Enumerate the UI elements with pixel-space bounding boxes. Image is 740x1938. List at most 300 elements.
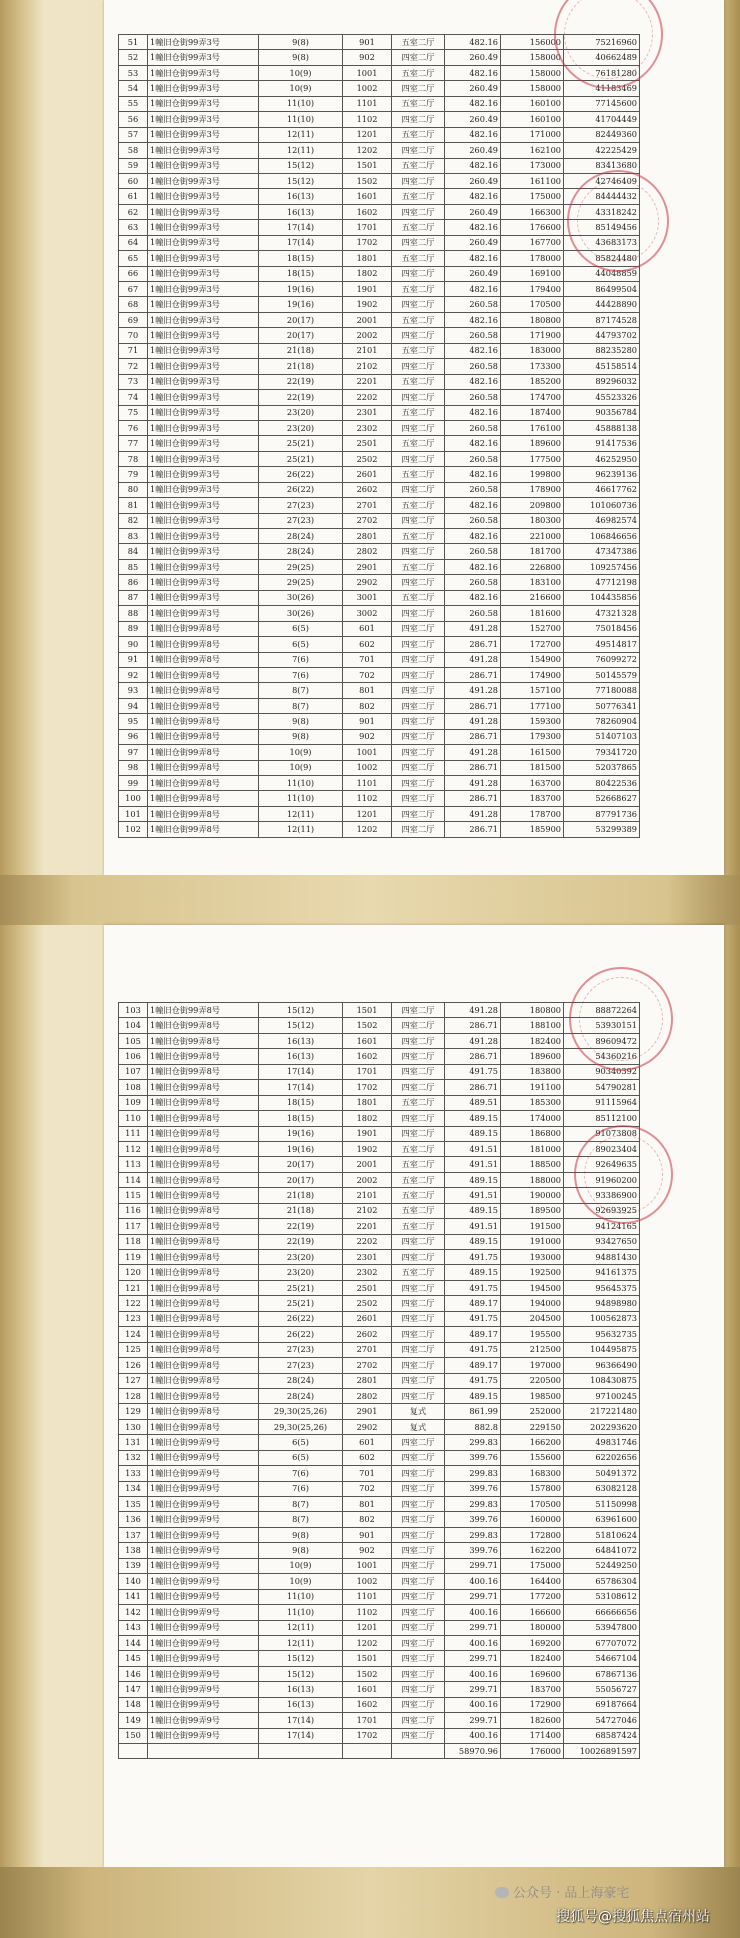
table-cell: 12(11) xyxy=(259,143,343,158)
table-cell: 10(9) xyxy=(259,760,343,775)
table-cell: 46617762 xyxy=(564,482,640,497)
table-cell: 四室二厅 xyxy=(392,482,445,497)
table-cell: 160100 xyxy=(501,96,564,111)
table-cell: 1幢旧仓街99弄3号 xyxy=(148,251,259,266)
table-row xyxy=(119,1003,640,1018)
table-cell: 85 xyxy=(119,559,148,574)
table-cell: 100562873 xyxy=(564,1311,640,1326)
table-cell: 1幢旧仓街99弄3号 xyxy=(148,405,259,420)
table-cell: 491.28 xyxy=(445,806,501,821)
table-row xyxy=(119,1404,640,1419)
table-cell: 四室二厅 xyxy=(392,822,445,837)
table-cell: 260.49 xyxy=(445,112,501,127)
table-cell: 491.51 xyxy=(445,1219,501,1234)
table-cell: 1幢旧仓街99弄9号 xyxy=(148,1697,259,1712)
table-cell: 132 xyxy=(119,1450,148,1465)
table-cell: 19(16) xyxy=(259,297,343,312)
table-cell: 1幢旧仓街99弄8号 xyxy=(148,1311,259,1326)
table-cell: 1幢旧仓街99弄9号 xyxy=(148,1682,259,1697)
table-cell: 177100 xyxy=(501,698,564,713)
table-cell: 2201 xyxy=(343,374,392,389)
table-cell: 15(12) xyxy=(259,1651,343,1666)
table-cell: 18(15) xyxy=(259,266,343,281)
table-cell: 15(12) xyxy=(259,1003,343,1018)
table-cell: 1幢旧仓街99弄8号 xyxy=(148,1219,259,1234)
table-cell: 1幢旧仓街99弄3号 xyxy=(148,96,259,111)
table-cell: 191500 xyxy=(501,1219,564,1234)
table-row xyxy=(119,1620,640,1635)
table-cell: 399.76 xyxy=(445,1450,501,1465)
table-cell: 50776341 xyxy=(564,698,640,713)
table-cell: 五室二厅 xyxy=(392,251,445,266)
table-cell: 482.16 xyxy=(445,436,501,451)
table-cell: 五室二厅 xyxy=(392,529,445,544)
table-cell: 299.83 xyxy=(445,1497,501,1512)
table-cell: 191100 xyxy=(501,1080,564,1095)
table-cell: 179400 xyxy=(501,282,564,297)
table-cell: 491.28 xyxy=(445,745,501,760)
table-cell: 69187664 xyxy=(564,1697,640,1712)
table-cell: 260.58 xyxy=(445,359,501,374)
table-cell: 482.16 xyxy=(445,127,501,142)
table-cell: 四室二厅 xyxy=(392,1327,445,1342)
table-cell: 260.49 xyxy=(445,204,501,219)
table-cell: 1幢旧仓街99弄8号 xyxy=(148,1358,259,1373)
table-cell: 11(10) xyxy=(259,791,343,806)
document-page-1 xyxy=(104,0,724,875)
table-cell: 166300 xyxy=(501,204,564,219)
table-cell: 1幢旧仓街99弄8号 xyxy=(148,1126,259,1141)
table-cell: 109 xyxy=(119,1095,148,1110)
table-cell: 25(21) xyxy=(259,436,343,451)
table-cell: 62 xyxy=(119,204,148,219)
table-cell: 1幢旧仓街99弄8号 xyxy=(148,683,259,698)
table-cell: 189600 xyxy=(501,1049,564,1064)
table-cell: 167700 xyxy=(501,235,564,250)
table-cell: 四室二厅 xyxy=(392,143,445,158)
table-cell: 1幢旧仓街99弄3号 xyxy=(148,544,259,559)
table-cell: 2502 xyxy=(343,451,392,466)
table-cell: 2601 xyxy=(343,1311,392,1326)
table-cell: 156000 xyxy=(501,35,564,50)
table-cell: 12(11) xyxy=(259,806,343,821)
table-cell: 82449360 xyxy=(564,127,640,142)
table-cell: 1801 xyxy=(343,251,392,266)
table-cell: 89609472 xyxy=(564,1033,640,1048)
table-cell: 70 xyxy=(119,328,148,343)
table-cell: 1002 xyxy=(343,1574,392,1589)
table-cell: 146 xyxy=(119,1666,148,1681)
table-cell: 四室二厅 xyxy=(392,637,445,652)
table-row xyxy=(119,467,640,482)
table-cell: 299.71 xyxy=(445,1713,501,1728)
table-row xyxy=(119,282,640,297)
table-row xyxy=(119,760,640,775)
table-cell: 91073808 xyxy=(564,1126,640,1141)
table-cell: 51 xyxy=(119,35,148,50)
table-cell: 169100 xyxy=(501,266,564,281)
table-cell: 1701 xyxy=(343,220,392,235)
table-cell: 150 xyxy=(119,1728,148,1743)
table-row xyxy=(119,776,640,791)
table-cell: 162100 xyxy=(501,143,564,158)
table-cell: 173300 xyxy=(501,359,564,374)
table-cell: 五室二厅 xyxy=(392,405,445,420)
table-cell: 121 xyxy=(119,1280,148,1295)
table-cell: 1502 xyxy=(343,1018,392,1033)
table-cell: 491.28 xyxy=(445,621,501,636)
table-cell: 10(9) xyxy=(259,1574,343,1589)
table-row xyxy=(119,343,640,358)
table-row xyxy=(119,1574,640,1589)
table-row xyxy=(119,35,640,50)
table-cell: 491.51 xyxy=(445,1141,501,1156)
table-cell: 27(23) xyxy=(259,1342,343,1357)
table-cell: 1幢旧仓街99弄9号 xyxy=(148,1497,259,1512)
table-cell: 16(13) xyxy=(259,1697,343,1712)
table-cell: 20(17) xyxy=(259,328,343,343)
table-cell: 65786304 xyxy=(564,1574,640,1589)
table-cell: 1幢旧仓街99弄3号 xyxy=(148,158,259,173)
table-cell: 6(5) xyxy=(259,1435,343,1450)
table-cell: 1701 xyxy=(343,1064,392,1079)
table-cell: 1幢旧仓街99弄8号 xyxy=(148,1080,259,1095)
table-row xyxy=(119,1450,640,1465)
table-cell: 6(5) xyxy=(259,637,343,652)
table-cell: 861.99 xyxy=(445,1404,501,1419)
table-cell: 四室二厅 xyxy=(392,1558,445,1573)
table-cell: 16(13) xyxy=(259,1033,343,1048)
table-cell: 四室二厅 xyxy=(392,1064,445,1079)
table-row xyxy=(119,1728,640,1743)
table-cell: 1幢旧仓街99弄8号 xyxy=(148,1064,259,1079)
table-row xyxy=(119,575,640,590)
table-cell: 1602 xyxy=(343,1049,392,1064)
table-row xyxy=(119,1327,640,1342)
table-row xyxy=(119,745,640,760)
table-cell: 117 xyxy=(119,1219,148,1234)
sohu-watermark: 搜狐号@搜狐焦点宿州站 xyxy=(556,1909,710,1925)
table-row xyxy=(119,390,640,405)
table-cell: 1幢旧仓街99弄8号 xyxy=(148,1265,259,1280)
table-cell: 489.17 xyxy=(445,1358,501,1373)
table-cell: 94161375 xyxy=(564,1265,640,1280)
table-cell: 482.16 xyxy=(445,65,501,80)
table-cell: 90356784 xyxy=(564,405,640,420)
table-row xyxy=(119,1373,640,1388)
table-cell: 1幢旧仓街99弄9号 xyxy=(148,1605,259,1620)
table-cell: 118 xyxy=(119,1234,148,1249)
table-cell: 400.16 xyxy=(445,1697,501,1712)
table-cell: 183700 xyxy=(501,1682,564,1697)
table-cell: 2802 xyxy=(343,544,392,559)
table-cell: 120 xyxy=(119,1265,148,1280)
table-cell: 125 xyxy=(119,1342,148,1357)
table-cell: 157800 xyxy=(501,1481,564,1496)
table-cell: 482.16 xyxy=(445,467,501,482)
table-cell: 1幢旧仓街99弄9号 xyxy=(148,1558,259,1573)
table-cell: 54790281 xyxy=(564,1080,640,1095)
table-cell: 103 xyxy=(119,1003,148,1018)
table-cell: 85112100 xyxy=(564,1111,640,1126)
table-cell: 2701 xyxy=(343,1342,392,1357)
table-cell: 104 xyxy=(119,1018,148,1033)
table-cell: 9(8) xyxy=(259,1527,343,1542)
table-cell: 2602 xyxy=(343,482,392,497)
table-cell: 1幢旧仓街99弄3号 xyxy=(148,390,259,405)
table-cell: 95 xyxy=(119,714,148,729)
table-cell: 1幢旧仓街99弄8号 xyxy=(148,652,259,667)
table-cell: 1幢旧仓街99弄3号 xyxy=(148,374,259,389)
table-cell: 176600 xyxy=(501,220,564,235)
table-row xyxy=(119,1219,640,1234)
table-row xyxy=(119,1466,640,1481)
table-cell: 122 xyxy=(119,1296,148,1311)
table-cell: 44793702 xyxy=(564,328,640,343)
table-cell: 45523326 xyxy=(564,390,640,405)
table-cell: 28(24) xyxy=(259,1388,343,1403)
table-cell: 复式 xyxy=(392,1404,445,1419)
table-cell: 55 xyxy=(119,96,148,111)
table-cell: 173000 xyxy=(501,158,564,173)
table-cell: 140 xyxy=(119,1574,148,1589)
table-cell: 104495875 xyxy=(564,1342,640,1357)
table-cell: 62202656 xyxy=(564,1450,640,1465)
table-row xyxy=(119,235,640,250)
table-cell: 260.58 xyxy=(445,575,501,590)
table-cell: 9(8) xyxy=(259,1543,343,1558)
wechat-icon xyxy=(495,1887,509,1898)
table-cell: 491.28 xyxy=(445,652,501,667)
table-row xyxy=(119,621,640,636)
table-cell: 1幢旧仓街99弄8号 xyxy=(148,1203,259,1218)
table-cell: 11(10) xyxy=(259,1605,343,1620)
table-cell: 64 xyxy=(119,235,148,250)
table-cell: 26(22) xyxy=(259,1327,343,1342)
table-cell: 四室二厅 xyxy=(392,1635,445,1650)
table-row xyxy=(119,359,640,374)
table-cell: 108 xyxy=(119,1080,148,1095)
table-row xyxy=(119,606,640,621)
table-cell: 286.71 xyxy=(445,760,501,775)
table-cell: 286.71 xyxy=(445,791,501,806)
table-cell: 172700 xyxy=(501,637,564,652)
table-cell: 22(19) xyxy=(259,390,343,405)
table-cell: 482.16 xyxy=(445,96,501,111)
table-cell: 23(20) xyxy=(259,1265,343,1280)
table-cell: 94881430 xyxy=(564,1250,640,1265)
table-cell: 76099272 xyxy=(564,652,640,667)
table-cell: 489.51 xyxy=(445,1095,501,1110)
table-cell: 1幢旧仓街99弄3号 xyxy=(148,35,259,50)
table-cell: 180800 xyxy=(501,1003,564,1018)
table-row xyxy=(119,312,640,327)
table-cell: 1幢旧仓街99弄8号 xyxy=(148,729,259,744)
table-cell: 2501 xyxy=(343,1280,392,1295)
table-cell: 101060736 xyxy=(564,498,640,513)
table-cell: 89 xyxy=(119,621,148,636)
table-cell: 183800 xyxy=(501,1064,564,1079)
wechat-label: 公众号 · 品上海豪宅 xyxy=(513,1886,630,1901)
table-cell: 9(8) xyxy=(259,729,343,744)
table-cell: 15(12) xyxy=(259,1018,343,1033)
table-cell: 1幢旧仓街99弄9号 xyxy=(148,1651,259,1666)
table-cell: 130 xyxy=(119,1419,148,1434)
table-cell: 四室二厅 xyxy=(392,776,445,791)
table-cell: 四室二厅 xyxy=(392,1543,445,1558)
table-row xyxy=(119,1126,640,1141)
table-cell: 1502 xyxy=(343,173,392,188)
table-cell: 106846656 xyxy=(564,529,640,544)
table-cell: 10(9) xyxy=(259,81,343,96)
table-cell: 2202 xyxy=(343,1234,392,1249)
table-cell: 1702 xyxy=(343,235,392,250)
table-cell: 82 xyxy=(119,513,148,528)
table-cell: 44428890 xyxy=(564,297,640,312)
table-cell: 119 xyxy=(119,1250,148,1265)
table-cell: 88 xyxy=(119,606,148,621)
table-cell: 882.8 xyxy=(445,1419,501,1434)
table-row xyxy=(119,1342,640,1357)
table-row xyxy=(119,328,640,343)
table-cell: 1901 xyxy=(343,1126,392,1141)
total-cell: 176000 xyxy=(501,1744,564,1759)
table-cell: 145 xyxy=(119,1651,148,1666)
table-cell: 113 xyxy=(119,1157,148,1172)
table-cell: 489.17 xyxy=(445,1327,501,1342)
table-cell: 四室二厅 xyxy=(392,1527,445,1542)
table-cell: 25(21) xyxy=(259,1296,343,1311)
table-cell: 25(21) xyxy=(259,451,343,466)
table-cell: 四室二厅 xyxy=(392,204,445,219)
table-cell: 1幢旧仓街99弄9号 xyxy=(148,1543,259,1558)
table-cell: 20(17) xyxy=(259,1157,343,1172)
table-cell: 四室二厅 xyxy=(392,1111,445,1126)
table-cell: 183100 xyxy=(501,575,564,590)
table-cell: 15(12) xyxy=(259,158,343,173)
table-cell: 134 xyxy=(119,1481,148,1496)
total-cell xyxy=(148,1744,259,1759)
table-row xyxy=(119,65,640,80)
table-cell: 104435856 xyxy=(564,590,640,605)
table-cell: 1101 xyxy=(343,1589,392,1604)
table-cell: 212500 xyxy=(501,1342,564,1357)
table-cell: 299.71 xyxy=(445,1682,501,1697)
table-cell: 16(13) xyxy=(259,189,343,204)
table-cell: 170500 xyxy=(501,297,564,312)
table-cell: 1701 xyxy=(343,1713,392,1728)
table-cell: 81 xyxy=(119,498,148,513)
table-cell: 1901 xyxy=(343,282,392,297)
table-cell: 197000 xyxy=(501,1358,564,1373)
table-cell: 2602 xyxy=(343,1327,392,1342)
table-cell: 2601 xyxy=(343,467,392,482)
table-cell: 1幢旧仓街99弄8号 xyxy=(148,1141,259,1156)
table-cell: 94 xyxy=(119,698,148,713)
table-cell: 8(7) xyxy=(259,698,343,713)
table-cell: 17(14) xyxy=(259,235,343,250)
table-cell: 87 xyxy=(119,590,148,605)
table-cell: 174000 xyxy=(501,1111,564,1126)
table-cell: 四室二厅 xyxy=(392,1620,445,1635)
table-cell: 482.16 xyxy=(445,343,501,358)
table-cell: 195500 xyxy=(501,1327,564,1342)
table-row xyxy=(119,1435,640,1450)
table-row xyxy=(119,451,640,466)
table-row xyxy=(119,143,640,158)
table-cell: 四室二厅 xyxy=(392,667,445,682)
table-cell: 260.58 xyxy=(445,451,501,466)
table-cell: 75018456 xyxy=(564,621,640,636)
table-cell: 181600 xyxy=(501,606,564,621)
table-cell: 42746409 xyxy=(564,173,640,188)
table-row xyxy=(119,1157,640,1172)
table-cell: 1幢旧仓街99弄3号 xyxy=(148,312,259,327)
table-cell: 75 xyxy=(119,405,148,420)
table-row xyxy=(119,1481,640,1496)
table-cell: 157100 xyxy=(501,683,564,698)
table-cell: 73 xyxy=(119,374,148,389)
table-cell: 88235280 xyxy=(564,343,640,358)
table-cell: 482.16 xyxy=(445,158,501,173)
table-row xyxy=(119,1064,640,1079)
table-cell: 217221480 xyxy=(564,1404,640,1419)
table-cell: 1幢旧仓街99弄3号 xyxy=(148,50,259,65)
table-cell: 86499504 xyxy=(564,282,640,297)
table-cell: 482.16 xyxy=(445,251,501,266)
table-cell: 901 xyxy=(343,35,392,50)
table-cell: 168300 xyxy=(501,1466,564,1481)
table-cell: 9(8) xyxy=(259,50,343,65)
table-cell: 四室二厅 xyxy=(392,1574,445,1589)
table-cell: 9(8) xyxy=(259,35,343,50)
table-cell: 1001 xyxy=(343,65,392,80)
table-cell: 1幢旧仓街99弄3号 xyxy=(148,436,259,451)
table-cell: 87791736 xyxy=(564,806,640,821)
table-cell: 1幢旧仓街99弄3号 xyxy=(148,112,259,127)
table-cell: 2301 xyxy=(343,405,392,420)
table-cell: 84444432 xyxy=(564,189,640,204)
table-cell: 260.49 xyxy=(445,235,501,250)
table-cell: 四室二厅 xyxy=(392,1311,445,1326)
table-cell: 129 xyxy=(119,1404,148,1419)
table-cell: 400.16 xyxy=(445,1605,501,1620)
table-cell: 7(6) xyxy=(259,1481,343,1496)
table-row xyxy=(119,1080,640,1095)
table-row xyxy=(119,1666,640,1681)
table-cell: 172900 xyxy=(501,1697,564,1712)
table-cell: 四室二厅 xyxy=(392,621,445,636)
table-cell: 10(9) xyxy=(259,745,343,760)
table-cell: 482.16 xyxy=(445,282,501,297)
table-cell: 四室二厅 xyxy=(392,1003,445,1018)
table-cell: 2801 xyxy=(343,1373,392,1388)
table-cell: 491.28 xyxy=(445,1003,501,1018)
table-cell: 1802 xyxy=(343,1111,392,1126)
table-cell: 26(22) xyxy=(259,1311,343,1326)
table-cell: 180300 xyxy=(501,513,564,528)
table-cell: 2102 xyxy=(343,359,392,374)
table-cell: 114 xyxy=(119,1172,148,1187)
table-cell: 五室二厅 xyxy=(392,467,445,482)
table-cell: 77 xyxy=(119,436,148,451)
table-cell: 1幢旧仓街99弄8号 xyxy=(148,1018,259,1033)
table-cell: 144 xyxy=(119,1635,148,1650)
table-cell: 1002 xyxy=(343,760,392,775)
table-cell: 2202 xyxy=(343,390,392,405)
table-cell: 491.75 xyxy=(445,1342,501,1357)
table-cell: 46982574 xyxy=(564,513,640,528)
